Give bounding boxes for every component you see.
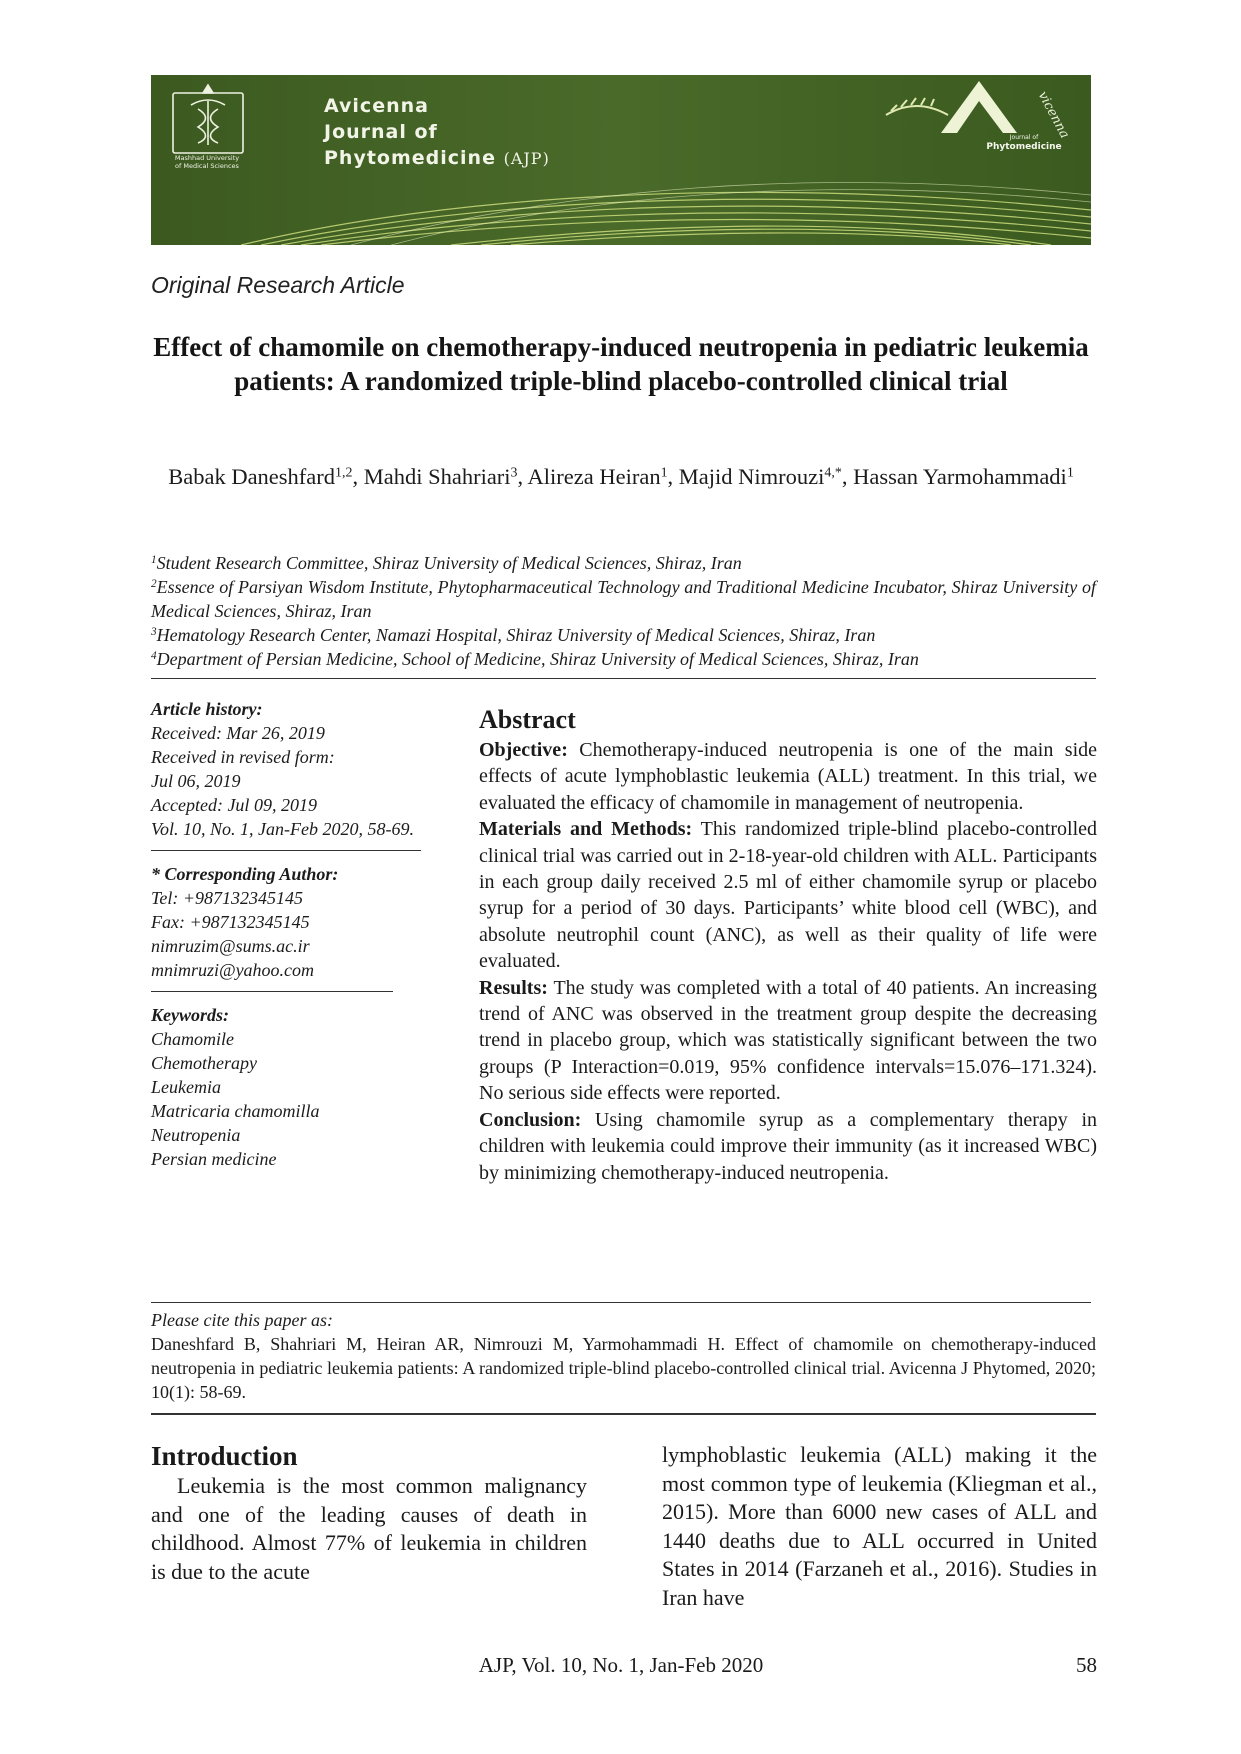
results-text: The study was completed with a total of 40 patients. An increasing trend of ANC was observed in the treatment group despite the decreasing trend in placebo group, which was statistically significant between the two groups (P Interaction=0.019, 95% confidence intervals=15.076–171.324). No serious side effects were reported. bbox=[479, 976, 1097, 1105]
abstract-objective bbox=[479, 737, 1097, 816]
revised-date: Jul 06, 2019 bbox=[151, 771, 241, 791]
abstract-methods bbox=[479, 816, 1097, 974]
introduction-column-2: lymphoblastic leukemia (ALL) making it the most common type of leukemia (Kliegman et al., 2015). More than 6000 new cases of ALL and 1440 deaths due to ALL occurred in United States in 2014 (Farzaneh et al., 2016). Studies in Iran have bbox=[662, 1442, 1097, 1610]
journal-banner bbox=[151, 75, 1091, 245]
corresponding-fax: Fax: +987132345145 bbox=[151, 912, 310, 932]
keyword-list bbox=[151, 1027, 421, 1171]
affiliation-item bbox=[151, 647, 1096, 671]
introduction-text-1: Leukemia is the most common malignancy and one of the leading causes of death in childhood. Almost 77% of leukemia in children is due to the acute bbox=[151, 1473, 587, 1584]
introduction-column-1 bbox=[151, 1472, 587, 1586]
affiliation-number: 2 bbox=[151, 577, 157, 590]
introduction-heading: Introduction bbox=[151, 1441, 298, 1471]
received-date: Received: Mar 26, 2019 bbox=[151, 723, 325, 743]
objective-label: Objective: bbox=[479, 739, 568, 761]
revised-label: Received in revised form: bbox=[151, 747, 335, 767]
keyword-item: Chamomile bbox=[151, 1029, 234, 1049]
divider-cite-bottom bbox=[151, 1413, 1096, 1415]
conclusion-text: Using chamomile syrup as a complementary therapy in children with leukemia could improve their immunity (as it increased WBC) by minimizing chemotherapy-induced neutropenia. bbox=[479, 1108, 1098, 1184]
author-name: Mahdi Shahriari bbox=[363, 464, 511, 489]
affiliation-number: 3 bbox=[151, 625, 157, 638]
affiliations bbox=[151, 551, 1096, 671]
logo-caption-small: Journal of bbox=[1009, 134, 1039, 141]
university-name-line1: Mashhad University bbox=[174, 154, 240, 162]
keyword-item: Matricaria chamomilla bbox=[151, 1101, 320, 1121]
affiliation-text: Essence of Parsiyan Wisdom Institute, Phytopharmaceutical Technology and Traditional Medicine Incubator, Shiraz University of Medical Sciences, Shiraz, Iran bbox=[151, 577, 1096, 621]
corresponding-heading: * Corresponding Author: bbox=[151, 864, 339, 884]
corresponding-tel: Tel: +987132345145 bbox=[151, 888, 303, 908]
banner-artwork bbox=[151, 75, 1091, 245]
results-label: Results: bbox=[479, 976, 548, 999]
affiliation-number: 4 bbox=[151, 649, 157, 662]
author-affiliation-marker: 4,* bbox=[824, 465, 842, 481]
author-affiliation-marker: 1 bbox=[660, 465, 668, 481]
author-affiliation-marker: 1,2 bbox=[335, 465, 353, 481]
affiliation-item bbox=[151, 623, 1096, 647]
keyword-item: Persian medicine bbox=[151, 1149, 277, 1169]
abstract-conclusion bbox=[479, 1107, 1097, 1186]
university-name-line2: of Medical Sciences bbox=[175, 162, 239, 170]
journal-name-line2: Journal of bbox=[324, 121, 438, 143]
author-name: Alireza Heiran bbox=[527, 464, 661, 489]
logo-caption-big: Phytomedicine bbox=[986, 142, 1062, 152]
corresponding-email-2[interactable]: mnimruzi@yahoo.com bbox=[151, 960, 315, 980]
methods-text: This randomized triple-blind placebo-controlled clinical trial was carried out in 2-18-year-old children with ALL. Participants in each group daily received 2.5 ml of either chamomile syrup or placebo syrup for a period of 30 days. Participants’ white blood cell (WBC), and absolute neutrophil count (ANC), as well as their quality of life were evaluated. bbox=[479, 818, 1097, 973]
methods-label: Materials and Methods: bbox=[479, 818, 693, 841]
history-heading: Article history: bbox=[151, 699, 263, 719]
article-info bbox=[151, 697, 421, 1171]
affiliation-item bbox=[151, 575, 1096, 623]
keyword-item: Chemotherapy bbox=[151, 1053, 257, 1073]
logo-script-text: vicenna bbox=[1034, 89, 1072, 142]
journal-name-word: Phytomedicine bbox=[324, 147, 496, 169]
paper-title: Effect of chamomile on chemotherapy-induced neutropenia in pediatric leukemia patients: A randomized triple-blind placebo-controlled clinical trial bbox=[153, 332, 1089, 396]
info-divider-1 bbox=[151, 850, 421, 851]
volume-info: Vol. 10, No. 1, Jan-Feb 2020, 58-69. bbox=[151, 819, 414, 839]
university-name bbox=[169, 154, 245, 170]
affiliation-number: 1 bbox=[151, 553, 157, 566]
abstract-heading: Abstract bbox=[479, 705, 576, 734]
keyword-item: Leukemia bbox=[151, 1077, 221, 1097]
info-divider-2 bbox=[151, 991, 393, 992]
conclusion-label: Conclusion: bbox=[479, 1108, 582, 1131]
author-affiliation-marker: 3 bbox=[510, 465, 518, 481]
abstract bbox=[479, 704, 1097, 1186]
page-number: 58 bbox=[1076, 1653, 1097, 1677]
citation-text: Daneshfard B, Shahriari M, Heiran AR, Nimrouzi M, Yarmohammadi H. Effect of chamomile on chemotherapy-induced neutropenia in pediatric leukemia patients: A randomized triple-blind placebo-controlled clinical trial. Avicenna J Phytomed, 2020; 10(1): 58-69. bbox=[151, 1334, 1096, 1402]
author-affiliation-marker: 1 bbox=[1066, 465, 1074, 481]
divider-top bbox=[151, 678, 1096, 679]
divider-cite-top bbox=[151, 1302, 1091, 1303]
keywords-heading: Keywords: bbox=[151, 1005, 229, 1025]
affiliation-text: Department of Persian Medicine, School of Medicine, Shiraz University of Medical Sciences, Shiraz, Iran bbox=[156, 649, 919, 669]
journal-abbr: (AJP) bbox=[503, 149, 550, 168]
affiliation-text: Hematology Research Center, Namazi Hospital, Shiraz University of Medical Sciences, Shiraz, Iran bbox=[156, 625, 876, 645]
keyword-item: Neutropenia bbox=[151, 1125, 241, 1145]
article-type: Original Research Article bbox=[151, 272, 405, 298]
abstract-results bbox=[479, 975, 1097, 1107]
author-list: Babak Daneshfard$^{1,2}$, Mahdi Shahriari$^3$, Alireza Heiran$^1$, Majid Nimrouzi$^{4,*}$, Hassan Yarmohammadi$^1$ bbox=[168, 464, 1074, 489]
citation-label: Please cite this paper as: bbox=[151, 1310, 333, 1330]
objective-text: Chemotherapy-induced neutropenia is one of the main side effects of acute lymphoblastic leukemia (ALL) treatment. In this trial, we evaluated the efficacy of chamomile in management of neutropenia. bbox=[479, 739, 1097, 814]
author-name: Majid Nimrouzi bbox=[678, 464, 825, 489]
journal-name bbox=[324, 93, 550, 172]
citation-box bbox=[151, 1308, 1096, 1404]
author-name: Hassan Yarmohammadi bbox=[853, 464, 1067, 489]
author-name: Babak Daneshfard bbox=[168, 464, 336, 489]
footer-journal-info: AJP, Vol. 10, No. 1, Jan-Feb 2020 bbox=[478, 1653, 764, 1677]
affiliation-item bbox=[151, 551, 1096, 575]
journal-name-line3 bbox=[324, 145, 550, 172]
accepted-date: Accepted: Jul 09, 2019 bbox=[151, 795, 317, 815]
journal-name-line1: Avicenna bbox=[324, 95, 429, 117]
affiliation-text: Student Research Committee, Shiraz University of Medical Sciences, Shiraz, Iran bbox=[156, 553, 742, 573]
corresponding-email-1[interactable]: nimruzim@sums.ac.ir bbox=[151, 936, 310, 956]
